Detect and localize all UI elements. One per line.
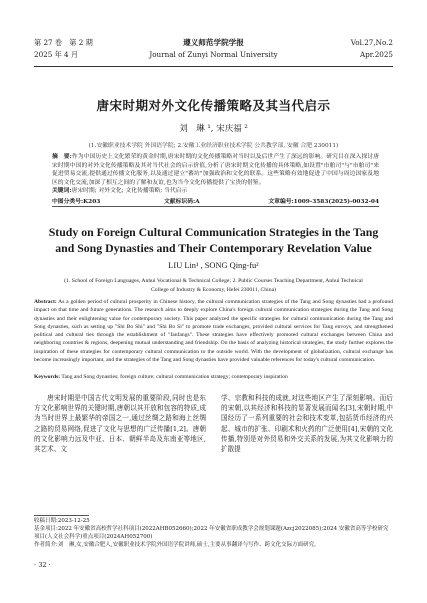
cn-abstract-label: 摘 要: xyxy=(52,154,72,160)
page-number: · 32 · xyxy=(34,561,51,569)
en-abstract-label: Abstract: xyxy=(34,299,57,305)
header-right xyxy=(351,37,393,61)
header-center xyxy=(34,37,393,61)
en-affiliation: (1. School of Foreign Languages, Anhui Vocational & Technical College; 2. Public Courses Teaching Department, Anhui Technical College of Industry & Economy, Hefei 230011, China) xyxy=(64,278,363,293)
cn-abstract-text: 作为中国历史上文化繁荣的黄金时期,唐宋时期的文化传播策略对当时以及后世产生了深远的影响。研究目在深入探讨唐宋时期中国的对外文化传播策略及其对当代社会的启示价值,分析了唐宋时期文化传播的具体策略,如设置"市舶司"与"市舶司"来促进贸易交流,提供通过传播文化服务,以及通过建立"蕃坊"加强政治和文化的联系。这些策略有效地促进了中国与周边国家及地区的文化交流,加深了相互之间的了解和友谊,也为当今文化传播提供了宝贵的借鉴。 xyxy=(52,154,379,186)
cn-keywords xyxy=(52,187,379,196)
volume-en: Vol.27,No.2 xyxy=(350,38,393,47)
body-column-left: 唐宋时期是中国古代文明发展的重要阶段,同时也是东方文化影响世界的关键时期,唐朝以其开放和包容的特质,成为当时世界上最繁华的帝国之一,通过丝绸之路和海上丝绸之路的贸易网络,促进了文化与思想的广泛传播[1,2]。唐朝的文化影响力远及中亚、日本、朝鲜半岛及东南亚等地区,其艺术、文 xyxy=(34,394,206,454)
footnote-rule xyxy=(34,515,89,516)
en-abstract xyxy=(34,298,393,364)
en-authors: LIU Lin¹ , SONG Qing-fu² xyxy=(168,261,259,270)
cn-authors: 刘 琳 ¹, 宋庆福 ² xyxy=(179,124,248,134)
cn-abstract xyxy=(52,153,379,187)
journal-name-cn: 遵义师范学院学报 xyxy=(183,38,244,47)
en-keywords-text: Tang and Song dynasties; foreign culture; cultural communication strategy; contemporary inspiration xyxy=(61,374,288,380)
journal-name-en: Journal of Zunyi Normal University xyxy=(149,50,278,59)
volume-cn: 第 27 卷 第 2 期 xyxy=(34,38,93,47)
en-title: Study on Foreign Cultural Communication Strategies in the Tang and Song Dynasties and Their Contemporary Revelation Value xyxy=(48,225,379,255)
fund-note: 基金项目:2022 年安徽省高校哲学社科项目(2022AHB052660);2022 年安徽省职成教学会规划课题(Azcj2022085);2024 安徽省高等学校研究项目(人文社会科学)重点项目(2024AH052700) xyxy=(34,526,389,540)
document-code: 文献标识码:A xyxy=(164,199,200,205)
classification-row xyxy=(52,196,379,205)
article-number: 文章编号:1009-3583(2025)-0032-04 xyxy=(268,199,379,205)
received-date: 收稿日期:2023-12-25 xyxy=(34,518,90,524)
en-keywords-label: Keywords: xyxy=(34,374,61,380)
en-abstract-text: As a golden period of cultural prosperity in Chinese history, the cultural communication strategies of the Tang and Song dynasties had a profound impact on that time and future generations. The research aims to deeply explore China's foreign cultural communication strategies during the Tang and Song dynasties and their enlightening value for contemporary society. This paper analyzed the specific strategies for cultural communication during the Tang and Song dynasties, such as setting up "Shi Bo Shi" and "Shi Bo Si" to promote trade exchanges, provided cultural services for Tang envoys, and strengthened political and cultural ties through the establishment of "fanfangs". These strategies have effectively promoted cultural exchanges between China and neighboring countries & regions, deepening mutual understanding and friendship. On the basis of analyzing historical strategies, the study further explores the inspiration of these strategies for contemporary cultural communication to the outside world. With the development of globalization, cultural exchange has become increasingly important, and the strategies of the Tang and Song dynasties have provided valuable references for today's cultural communication. xyxy=(34,299,393,364)
cn-keywords-text: 唐宋时期; 对外文化; 文化传播策略; 当代启示 xyxy=(71,188,188,194)
cn-keywords-label: 关键词: xyxy=(52,188,72,194)
en-keywords xyxy=(34,373,393,381)
clc-number: 中图分类号:K203 xyxy=(52,199,101,205)
cn-title: 唐宋时期对外文化传播策略及其当代启示 xyxy=(96,98,331,113)
header-rule xyxy=(34,66,393,67)
date-en: Apr.2025 xyxy=(359,50,393,59)
body-column-right: 学、宗教和科技的成就,对这些地区产生了深刻影响。而后的宋朝,以其经济和科技的显著发展而闻名[3],宋朝时期,中国经历了一系列重要的社会和技术变革,包括货币经济的兴起、城市的扩张、印刷术和火药的广泛使用[4],宋朝的文化传播,特别是对外贸易和外交关系的发展,为其文化影响力的扩散提 xyxy=(221,394,393,454)
running-header xyxy=(34,37,393,67)
section-rule xyxy=(52,206,379,207)
cn-affiliation: (1.安徽职业技术学院 外国语学院; 2.安徽工业经济职业技术学院 公共教学部, 安徽 合肥 230011) xyxy=(88,143,339,149)
date-cn: 2025 年 4 月 xyxy=(34,50,79,59)
author-bio: 作者简介:刘 琳,女,安徽合肥人,安徽职业技术学院外国语学院讲师,硕士,主要从事翻译与写作、跨文化交际方面研究。 xyxy=(34,542,320,548)
